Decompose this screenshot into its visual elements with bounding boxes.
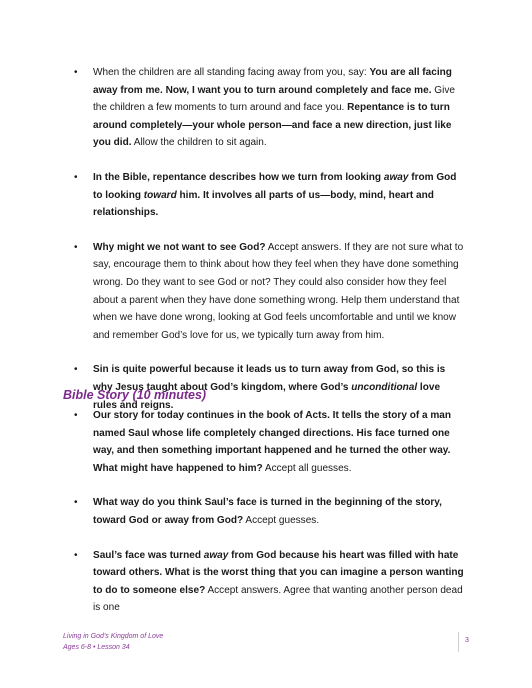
text-run: In the Bible, repentance describes how we turn from looking	[93, 171, 384, 183]
item-text	[93, 67, 455, 148]
item-text	[93, 497, 442, 526]
item-text	[93, 172, 456, 218]
text-run: Accept answers. Agree that wanting another person dead is one	[93, 584, 463, 614]
text-run: Saul’s face was turned	[93, 549, 204, 561]
text-run: Our story for today continues in the book of Acts. It tells the story of a man named Saul whose life completely changed directions. His face turned one way, and then something important happened and he turned the other way. What might have happened to him?	[93, 410, 452, 474]
section-heading: Bible Story (10 minutes)	[63, 388, 207, 402]
list-item	[74, 169, 466, 222]
footer-lesson-info	[63, 631, 163, 653]
bullet-marker: •	[74, 410, 78, 421]
text-run: away	[383, 171, 409, 183]
page-number: 3	[465, 637, 469, 644]
text-run: love rules and reigns.	[93, 381, 441, 411]
bullet-marker: •	[74, 497, 78, 509]
bullet-marker: •	[74, 549, 78, 561]
footer-series-title: Living in God’s Kingdom of Love	[63, 633, 164, 640]
bullet-marker: •	[74, 171, 78, 183]
bullet-marker: •	[74, 364, 78, 376]
text-run: Sin is quite powerful because it leads us to turn away from God, so this is why Jesus taught about God’s kingdom, where God’s	[93, 364, 446, 393]
text-run: toward	[143, 189, 177, 201]
text-run: What way do you think Saul’s face is turned in the beginning of the story, toward God or away from God?	[93, 497, 442, 526]
text-run: unconditional	[351, 381, 418, 393]
text-run: from God to looking	[93, 171, 457, 201]
lesson-bullet-list-2	[74, 407, 466, 617]
item-text	[93, 242, 463, 341]
footer-divider	[458, 632, 459, 652]
footer-ages-lesson: Ages 6-8 • Lesson 34	[63, 644, 130, 651]
list-item	[74, 64, 466, 152]
text-run: Accept all guesses.	[262, 462, 352, 474]
item-text	[93, 410, 451, 474]
text-run: Why might we not want to see God?	[93, 241, 266, 253]
text-run: Allow the children to sit again.	[131, 137, 267, 149]
bullet-marker: •	[74, 67, 78, 78]
text-run: Repentance is to turn around completely—your whole person—and face a new direction, just like you did.	[93, 102, 452, 149]
text-run: You are all facing away from me. Now, I want you to turn around completely and face me.	[93, 67, 452, 96]
list-item	[74, 494, 466, 529]
item-text	[93, 550, 464, 614]
list-item	[74, 239, 466, 345]
lesson-bullet-list-1	[74, 64, 466, 414]
text-run: Give the children a few moments to turn around and face you.	[93, 84, 455, 114]
text-run: Accept answers. If they are not sure what to say, encourage them to think about how they feel when they have done something wrong. Do they want to see God or not? They could also consider how they feel about a parent when they have done something wrong. Help them understand that when we have done wrong, looking at God feels uncomfortable and until we know and remember God’s love for us, we typically turn away from him.	[93, 241, 464, 341]
text-run: him. It involves all parts of us—body, mind, heart and relationships.	[93, 189, 434, 219]
list-item	[74, 547, 466, 617]
text-run: from God because his heart was filled with hate toward others. What is the worst thing that you can imagine a person wanting to do to someone else?	[93, 549, 464, 596]
list-item	[74, 407, 466, 477]
text-run: Accept guesses.	[243, 514, 320, 526]
text-run: away	[203, 549, 229, 561]
bullet-marker: •	[74, 241, 78, 253]
text-run: When the children are all standing facing away from you, say:	[93, 67, 370, 78]
